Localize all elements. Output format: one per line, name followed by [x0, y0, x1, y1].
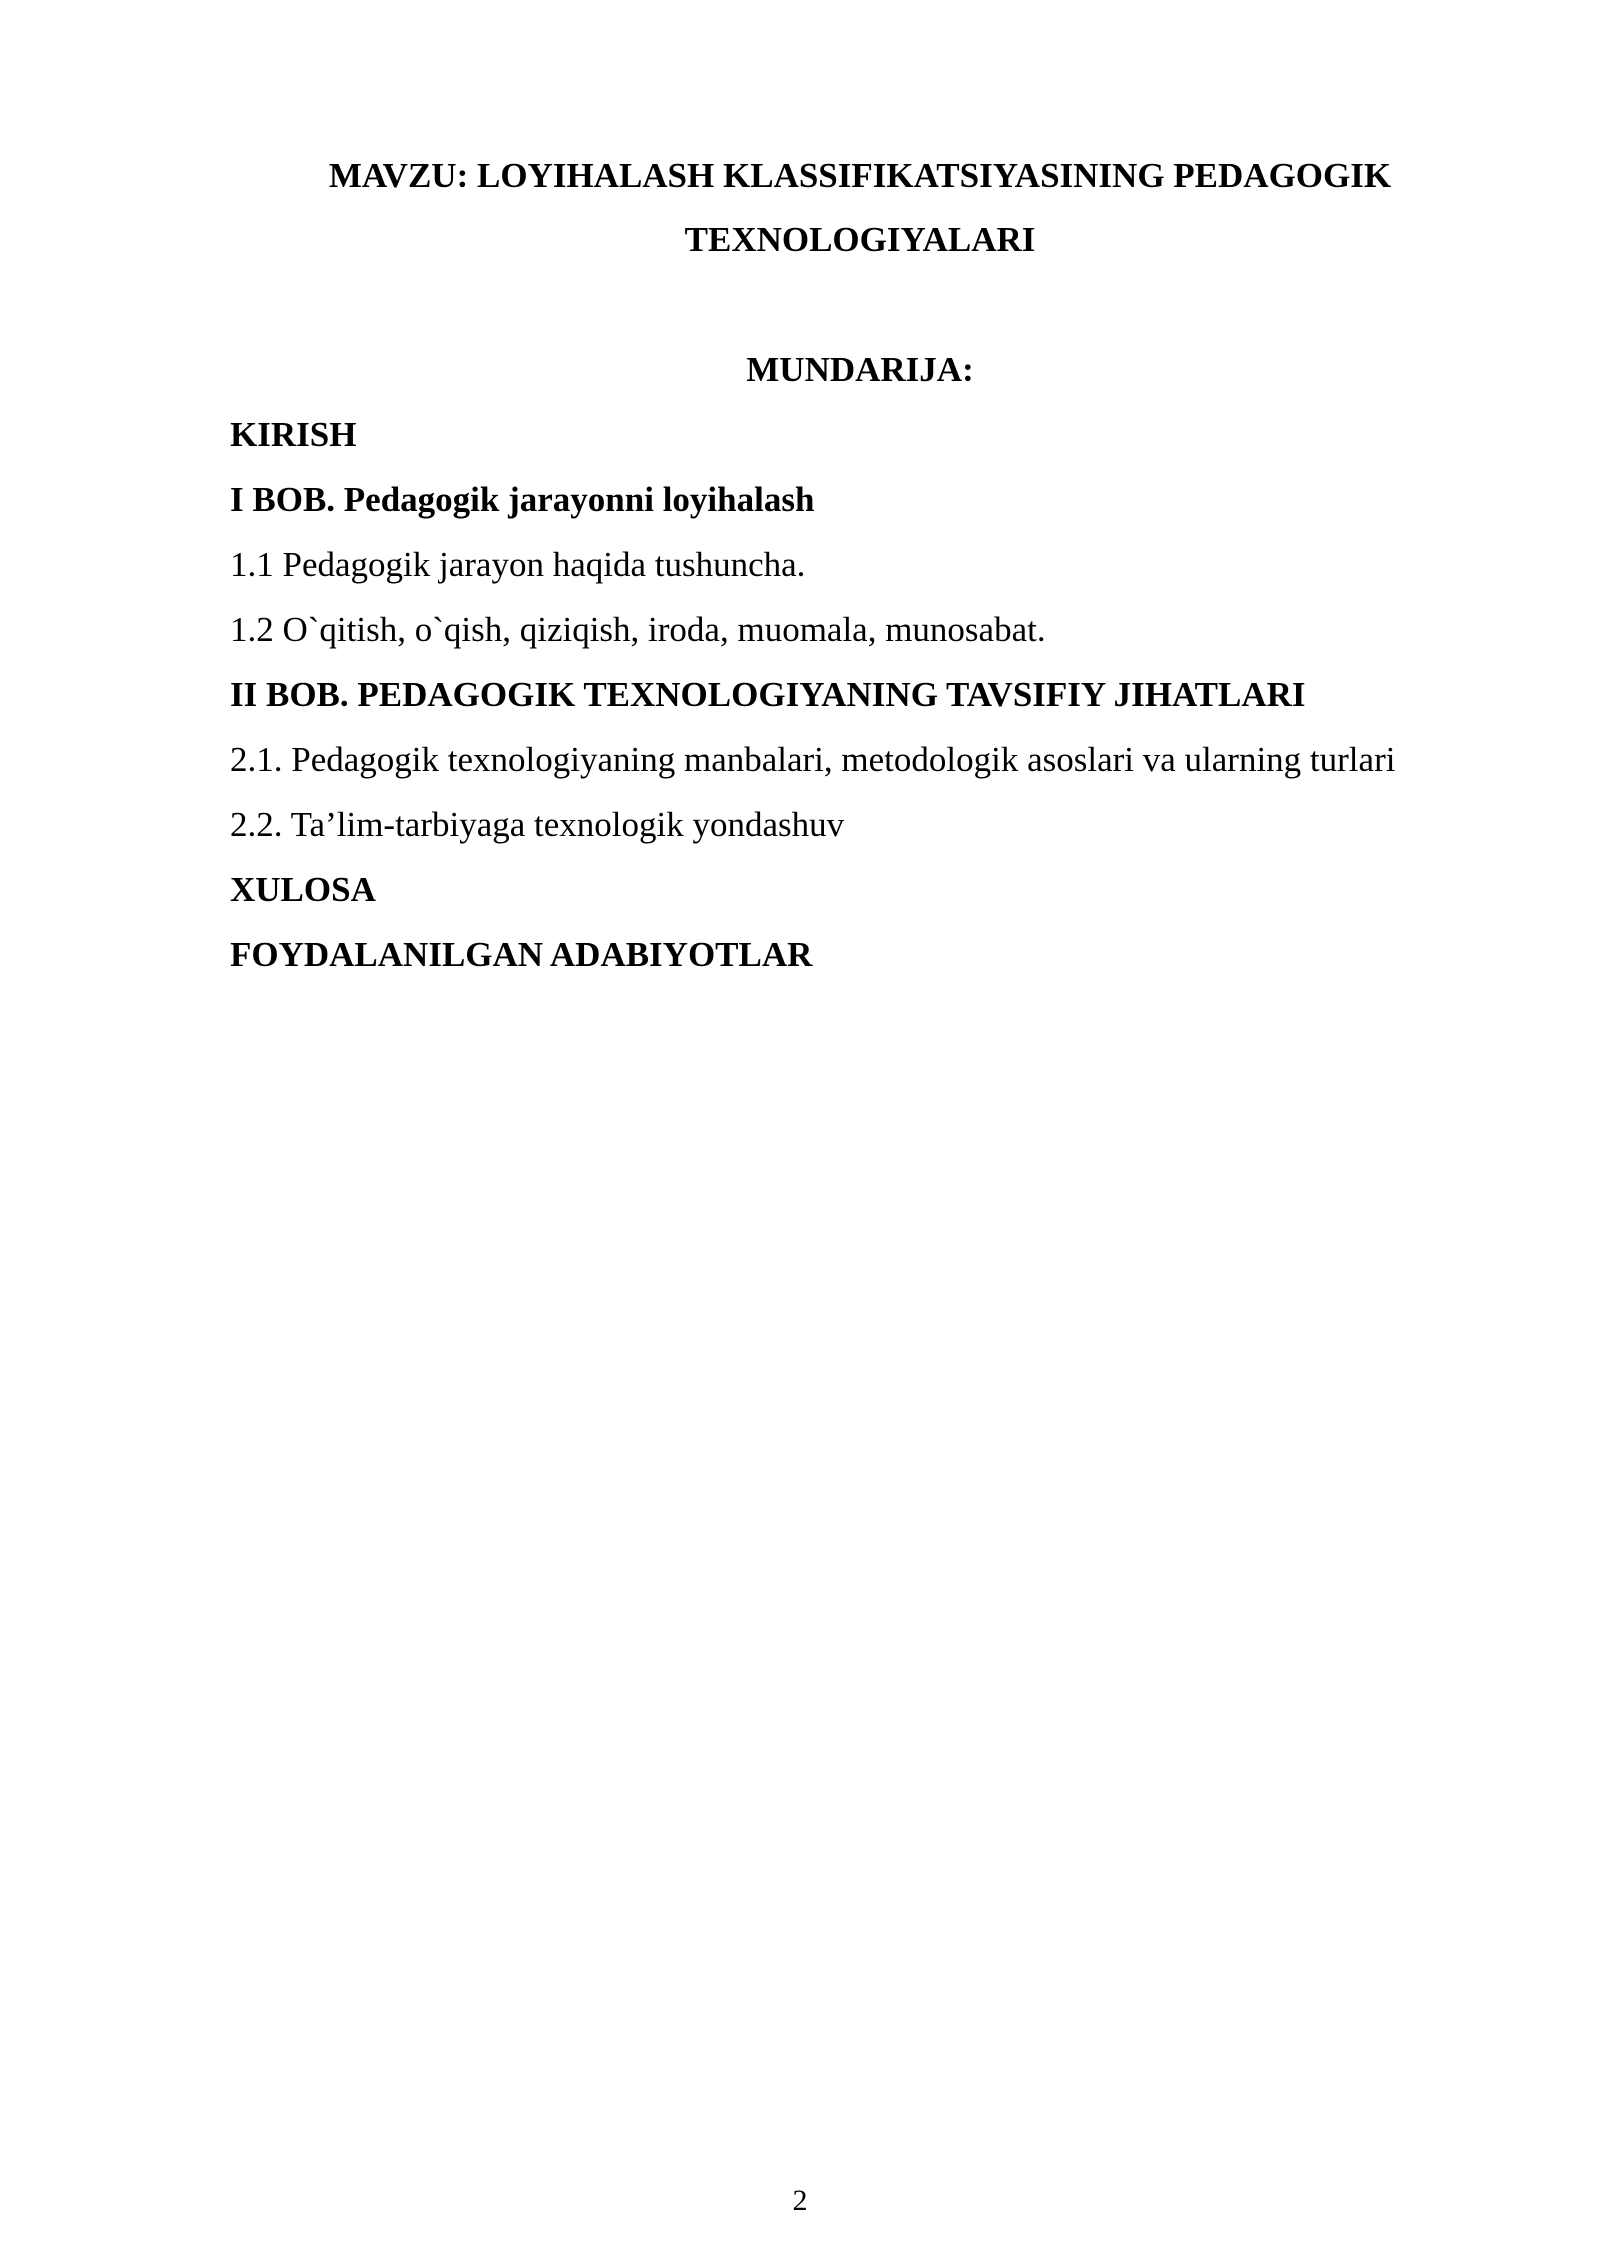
toc-item-conclusion: XULOSA [230, 870, 376, 909]
toc-item-chapter-2: II BOB. PEDAGOGIK TEXNOLOGIYANING TAVSIFIY JIHATLARI [230, 675, 1306, 714]
document-title-line-2: TEXNOLOGIYALARI [684, 220, 1036, 259]
contents-heading: MUNDARIJA: [746, 350, 974, 389]
table-of-contents [230, 415, 1530, 1000]
toc-item-chapter-1: I BOB. Pedagogik jarayonni loyihalash [230, 480, 815, 519]
toc-item-introduction: KIRISH [230, 415, 357, 454]
toc-item-section-1-2: 1.2 O`qitish, o`qish, qiziqish, iroda, muomala, munosabat. [230, 610, 1046, 649]
toc-item-section-1-1: 1.1 Pedagogik jarayon haqida tushuncha. [230, 545, 806, 584]
document-title-line-1: MAVZU: LOYIHALASH KLASSIFIKATSIYASINING PEDAGOGIK [328, 156, 1392, 195]
toc-item-section-2-2: 2.2. Ta’lim-tarbiyaga texnologik yondashuv [230, 805, 845, 844]
toc-item-section-2-1: 2.1. Pedagogik texnologiyaning manbalari, metodologik asoslari va ularning turlari [230, 740, 1396, 779]
toc-item-references: FOYDALANILGAN ADABIYOTLAR [230, 935, 813, 974]
page-number: 2 [792, 2184, 808, 2217]
